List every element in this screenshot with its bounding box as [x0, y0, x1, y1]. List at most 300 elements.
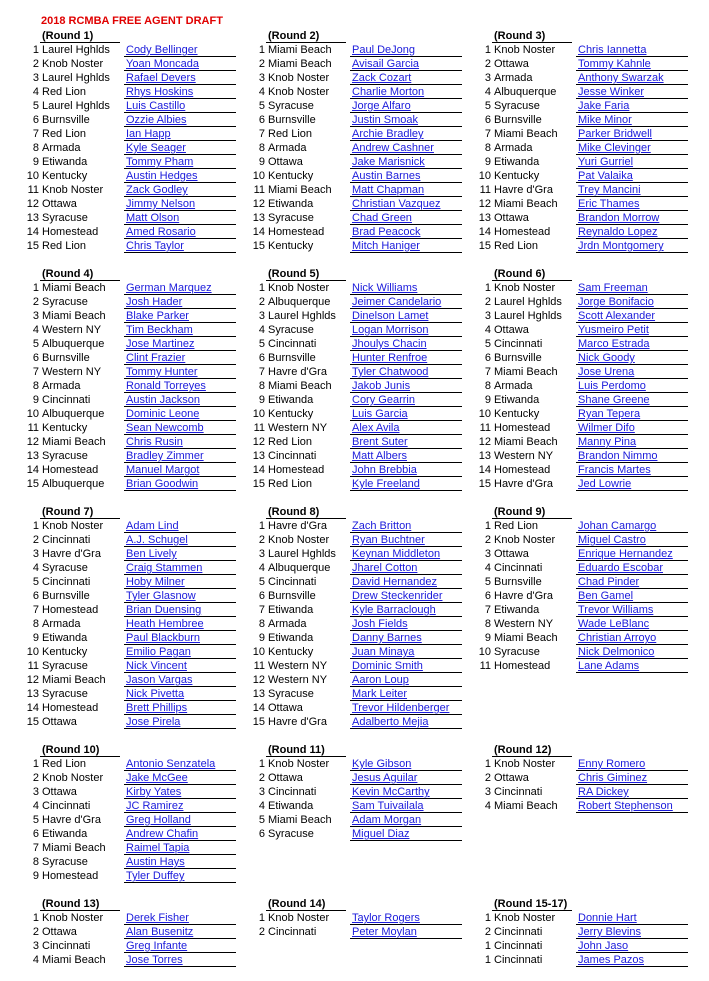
player-link[interactable]: Chris Iannetta — [578, 44, 647, 56]
player-link[interactable]: John Jaso — [578, 940, 629, 952]
pick-number: 10 — [478, 408, 491, 420]
player-link[interactable]: Jason Vargas — [126, 674, 193, 686]
pick-number: 6 — [258, 352, 265, 364]
pick-row — [252, 519, 482, 533]
pick-number: 4 — [484, 562, 491, 574]
pick-number: 5 — [258, 100, 265, 112]
player-link[interactable]: Miguel Castro — [578, 534, 646, 546]
pick-number: 4 — [484, 324, 491, 336]
pick-number: 2 — [484, 772, 491, 784]
pick-number: 1 — [258, 912, 265, 924]
player-link[interactable]: Mark Leiter — [352, 688, 408, 700]
player-link[interactable]: Jose Urena — [578, 366, 635, 378]
player-link[interactable]: Austin Barnes — [352, 170, 421, 182]
player-link[interactable]: Jose Pirela — [126, 716, 181, 728]
player-link[interactable]: Adam Morgan — [352, 814, 422, 826]
pick-row — [252, 169, 482, 183]
player-link[interactable]: Zack Cozart — [352, 72, 412, 84]
player-link[interactable]: Jhoulys Chacin — [352, 338, 427, 350]
round-block — [26, 897, 256, 967]
player-underline — [576, 966, 688, 967]
player-link[interactable]: Sam Freeman — [578, 282, 648, 294]
pick-row — [26, 99, 256, 113]
team-name: Red Lion — [42, 758, 87, 770]
player-link[interactable]: Sean Newcomb — [126, 422, 204, 434]
player-link[interactable]: Greg Holland — [126, 814, 191, 826]
player-link[interactable]: Mike Clevinger — [578, 142, 651, 154]
team-name: Knob Noster — [494, 282, 556, 294]
team-name: Syracuse — [42, 856, 88, 868]
pick-row — [478, 799, 708, 813]
pick-number: 12 — [252, 436, 265, 448]
player-link[interactable]: Alex Avila — [352, 422, 400, 434]
pick-number: 14 — [26, 226, 39, 238]
team-name: Knob Noster — [42, 912, 104, 924]
player-link[interactable]: Donnie Hart — [578, 912, 637, 924]
player-link[interactable]: Kyle Barraclough — [352, 604, 436, 616]
team-name: Havre d'Gra — [268, 520, 327, 532]
player-link[interactable]: Jorge Bonifacio — [578, 296, 654, 308]
player-link[interactable]: Blake Parker — [126, 310, 189, 322]
player-link[interactable]: Cory Gearrin — [352, 394, 415, 406]
player-link[interactable]: Ryan Tepera — [578, 408, 641, 420]
player-link[interactable]: James Pazos — [578, 954, 645, 966]
player-link[interactable]: Drew Steckenrider — [352, 590, 443, 602]
player-link[interactable]: Josh Fields — [352, 618, 408, 630]
player-link[interactable]: Shane Greene — [578, 394, 650, 406]
pick-number: 2 — [32, 926, 39, 938]
player-link[interactable]: Chris Rusin — [126, 436, 183, 448]
pick-row — [478, 197, 708, 211]
pick-number: 7 — [32, 604, 39, 616]
player-link[interactable]: Paul DeJong — [352, 44, 415, 56]
player-link[interactable]: A.J. Schugel — [126, 534, 188, 546]
player-link[interactable]: Adam Lind — [126, 520, 179, 532]
team-name: Western NY — [42, 324, 102, 336]
team-name: Burnsville — [268, 352, 316, 364]
player-link[interactable]: Tyler Chatwood — [352, 366, 429, 378]
pick-row — [252, 365, 482, 379]
pick-row — [252, 435, 482, 449]
team-name: Miami Beach — [268, 814, 332, 826]
team-name: Homestead — [494, 660, 551, 672]
pick-number: 3 — [32, 310, 39, 322]
pick-number: 6 — [32, 352, 39, 364]
player-link[interactable]: Enrique Hernandez — [578, 548, 673, 560]
team-name: Kentucky — [494, 170, 540, 182]
pick-number: 8 — [258, 618, 265, 630]
pick-row — [252, 71, 482, 85]
player-link[interactable]: Clint Frazier — [126, 352, 186, 364]
player-link[interactable]: Eduardo Escobar — [578, 562, 663, 574]
player-link[interactable]: Jorge Alfaro — [352, 100, 411, 112]
pick-number: 14 — [252, 702, 265, 714]
pick-row — [252, 85, 482, 99]
player-link[interactable]: Craig Stammen — [126, 562, 203, 574]
pick-number: 12 — [252, 674, 265, 686]
player-link[interactable]: Tyler Glasnow — [126, 590, 196, 602]
player-link[interactable]: Trevor Williams — [578, 604, 654, 616]
round-block — [252, 743, 482, 841]
pick-number: 1 — [484, 282, 491, 294]
player-link[interactable]: Jeimer Candelario — [352, 296, 442, 308]
player-link[interactable]: Bradley Zimmer — [126, 450, 204, 462]
team-name: Miami Beach — [42, 674, 106, 686]
player-link[interactable]: Heath Hembree — [126, 618, 204, 630]
pick-row — [26, 183, 256, 197]
pick-row — [252, 197, 482, 211]
pick-row — [252, 127, 482, 141]
pick-number: 1 — [258, 282, 265, 294]
player-link[interactable]: Enny Romero — [578, 758, 646, 770]
pick-number: 8 — [32, 618, 39, 630]
player-link[interactable]: Adalberto Mejia — [352, 716, 429, 728]
pick-number: 1 — [258, 520, 265, 532]
team-name: Ottawa — [268, 772, 303, 784]
player-link[interactable]: John Brebbia — [352, 464, 417, 476]
player-link[interactable]: Anthony Swarzak — [578, 72, 664, 84]
player-link[interactable]: Matt Chapman — [352, 184, 425, 196]
player-link[interactable]: Tommy Hunter — [126, 366, 198, 378]
pick-number: 8 — [484, 380, 491, 392]
team-name: Laurel Hghlds — [494, 310, 562, 322]
player-link[interactable]: Chad Green — [352, 212, 412, 224]
player-link[interactable]: Tim Beckham — [126, 324, 193, 336]
player-link[interactable]: Kyle Gibson — [352, 758, 412, 770]
team-name: Ottawa — [494, 772, 529, 784]
team-name: Armada — [494, 72, 533, 84]
player-link[interactable]: Raimel Tapia — [126, 842, 190, 854]
player-link[interactable]: Keynan Middleton — [352, 548, 441, 560]
team-name: Kentucky — [494, 408, 540, 420]
player-link[interactable]: Jerry Blevins — [578, 926, 641, 938]
player-link[interactable]: Charlie Morton — [352, 86, 425, 98]
player-link[interactable]: Rafael Devers — [126, 72, 196, 84]
pick-row — [252, 561, 482, 575]
pick-number: 2 — [32, 58, 39, 70]
player-link[interactable]: Brian Duensing — [126, 604, 202, 616]
player-link[interactable]: Jake Faria — [578, 100, 630, 112]
player-link[interactable]: Reynaldo Lopez — [578, 226, 658, 238]
pick-number: 2 — [32, 296, 39, 308]
player-link[interactable]: Brandon Morrow — [578, 212, 660, 224]
pick-row — [252, 785, 482, 799]
player-link[interactable]: Christian Arroyo — [578, 632, 657, 644]
player-link[interactable]: Aaron Loup — [352, 674, 409, 686]
player-link[interactable]: Francis Martes — [578, 464, 651, 476]
player-link[interactable]: Jharel Cotton — [352, 562, 418, 574]
pick-number: 3 — [258, 786, 265, 798]
team-name: Homestead — [268, 226, 325, 238]
pick-number: 13 — [478, 212, 491, 224]
player-link[interactable]: Ryan Buchtner — [352, 534, 425, 546]
player-link[interactable]: Brett Phillips — [126, 702, 188, 714]
pick-number: 15 — [478, 240, 491, 252]
player-link[interactable]: Austin Jackson — [126, 394, 200, 406]
player-link[interactable]: Nick Vincent — [126, 660, 187, 672]
player-link[interactable]: Alan Busenitz — [126, 926, 194, 938]
team-name: Ottawa — [494, 58, 529, 70]
player-link[interactable]: Wilmer Difo — [578, 422, 635, 434]
player-link[interactable]: Andrew Chafin — [126, 828, 199, 840]
player-link[interactable]: Taylor Rogers — [352, 912, 420, 924]
player-link[interactable]: Paul Blackburn — [126, 632, 200, 644]
pick-number: 7 — [32, 842, 39, 854]
team-name: Western NY — [42, 366, 102, 378]
pick-row — [26, 785, 256, 799]
player-link[interactable]: Nick Pivetta — [126, 688, 185, 700]
player-link[interactable]: Rhys Hoskins — [126, 86, 194, 98]
pick-number: 15 — [478, 478, 491, 490]
player-link[interactable]: Jimmy Nelson — [126, 198, 196, 210]
pick-row — [252, 589, 482, 603]
player-link[interactable]: Matt Olson — [126, 212, 180, 224]
player-link[interactable]: Luis Castillo — [126, 100, 186, 112]
player-link[interactable]: Brad Peacock — [352, 226, 421, 238]
player-link[interactable]: Zach Britton — [352, 520, 412, 532]
pick-number: 2 — [258, 534, 265, 546]
player-link[interactable]: Brian Goodwin — [126, 478, 199, 490]
pick-number: 2 — [258, 926, 265, 938]
player-link[interactable]: Logan Morrison — [352, 324, 429, 336]
player-link[interactable]: Peter Moylan — [352, 926, 417, 938]
pick-number: 12 — [26, 436, 39, 448]
pick-number: 14 — [26, 464, 39, 476]
pick-row — [478, 757, 708, 771]
player-link[interactable]: Mitch Haniger — [352, 240, 420, 252]
player-link[interactable]: Trevor Hildenberger — [352, 702, 450, 714]
pick-number: 13 — [26, 450, 39, 462]
pick-number: 14 — [478, 464, 491, 476]
player-link[interactable]: Ian Happ — [126, 128, 171, 140]
player-link[interactable]: Antonio Senzatela — [126, 758, 216, 770]
player-link[interactable]: Jesus Aguilar — [352, 772, 418, 784]
player-link[interactable]: Mike Minor — [578, 114, 632, 126]
player-link[interactable]: Tommy Kahnle — [578, 58, 651, 70]
pick-number: 1 — [258, 44, 265, 56]
player-link[interactable]: Austin Hays — [126, 856, 185, 868]
player-link[interactable]: Manny Pina — [578, 436, 637, 448]
team-name: Syracuse — [268, 212, 314, 224]
pick-number: 15 — [26, 716, 39, 728]
player-link[interactable]: Parker Bridwell — [578, 128, 652, 140]
player-link[interactable]: Ben Gamel — [578, 590, 634, 602]
team-name: Burnsville — [42, 590, 90, 602]
team-name: Miami Beach — [268, 380, 332, 392]
player-link[interactable]: Kirby Yates — [126, 786, 182, 798]
pick-row — [252, 771, 482, 785]
player-link[interactable]: Jose Martinez — [126, 338, 195, 350]
player-link[interactable]: Justin Smoak — [352, 114, 419, 126]
team-name: Homestead — [42, 226, 99, 238]
player-link[interactable]: Jose Torres — [126, 954, 183, 966]
player-link[interactable]: Brent Suter — [352, 436, 408, 448]
pick-number: 5 — [32, 338, 39, 350]
pick-row — [252, 337, 482, 351]
player-link[interactable]: Chris Taylor — [126, 240, 184, 252]
player-link[interactable]: Jake Marisnick — [352, 156, 425, 168]
player-link[interactable]: Luis Perdomo — [578, 380, 646, 392]
player-link[interactable]: Greg Infante — [126, 940, 188, 952]
player-link[interactable]: Trey Mancini — [578, 184, 641, 196]
player-link[interactable]: Archie Bradley — [352, 128, 424, 140]
pick-number: 10 — [252, 408, 265, 420]
team-name: Knob Noster — [268, 72, 330, 84]
team-name: Syracuse — [42, 688, 88, 700]
player-link[interactable]: Hunter Renfroe — [352, 352, 428, 364]
player-link[interactable]: Johan Camargo — [578, 520, 657, 532]
team-name: Ottawa — [42, 716, 77, 728]
player-link[interactable]: Brandon Nimmo — [578, 450, 658, 462]
round-heading: (Round 2) — [252, 29, 482, 43]
player-link[interactable]: Tommy Pham — [126, 156, 194, 168]
pick-row — [26, 113, 256, 127]
pick-number: 3 — [32, 940, 39, 952]
team-name: Havre d'Gra — [42, 548, 101, 560]
pick-number: 2 — [258, 296, 265, 308]
team-name: Cincinnati — [42, 800, 91, 812]
pick-number: 11 — [253, 660, 265, 672]
player-link[interactable]: Matt Albers — [352, 450, 408, 462]
player-link[interactable]: Dominic Smith — [352, 660, 423, 672]
pick-row — [26, 519, 256, 533]
pick-row — [478, 351, 708, 365]
team-name: Red Lion — [268, 478, 313, 490]
player-link[interactable]: Robert Stephenson — [578, 800, 673, 812]
player-link[interactable]: Scott Alexander — [578, 310, 656, 322]
player-link[interactable]: Ozzie Albies — [126, 114, 187, 126]
player-underline — [576, 490, 688, 491]
team-name: Homestead — [494, 464, 551, 476]
player-link[interactable]: Dominic Leone — [126, 408, 200, 420]
player-link[interactable]: Juan Minaya — [352, 646, 415, 658]
team-name: Ottawa — [42, 198, 77, 210]
team-name: Knob Noster — [268, 912, 330, 924]
player-link[interactable]: Josh Hader — [126, 296, 183, 308]
player-link[interactable]: Nick Goody — [578, 352, 635, 364]
pick-row — [252, 393, 482, 407]
player-link[interactable]: Luis Garcia — [352, 408, 408, 420]
round-block — [478, 897, 708, 967]
pick-row — [26, 337, 256, 351]
player-link[interactable]: Jesse Winker — [578, 86, 645, 98]
player-link[interactable]: Derek Fisher — [126, 912, 189, 924]
player-link[interactable]: Amed Rosario — [126, 226, 196, 238]
pick-row — [26, 309, 256, 323]
pick-number: 2 — [484, 296, 491, 308]
pick-number: 2 — [258, 58, 265, 70]
player-link[interactable]: Jrdn Montgomery — [578, 240, 664, 252]
team-name: Armada — [494, 380, 533, 392]
pick-number: 6 — [484, 114, 491, 126]
pick-number: 4 — [258, 800, 265, 812]
pick-number: 11 — [27, 660, 39, 672]
team-name: Ottawa — [494, 212, 529, 224]
player-link[interactable]: Ronald Torreyes — [126, 380, 206, 392]
player-link[interactable]: Lane Adams — [578, 660, 640, 672]
player-link[interactable]: Austin Hedges — [126, 170, 198, 182]
player-link[interactable]: Danny Barnes — [352, 632, 422, 644]
player-link[interactable]: Jake McGee — [126, 772, 188, 784]
team-name: Albuquerque — [42, 408, 105, 420]
pick-row — [252, 547, 482, 561]
player-link[interactable]: Yuri Gurriel — [578, 156, 634, 168]
player-link[interactable]: Avisail Garcia — [352, 58, 420, 70]
team-name: Miami Beach — [42, 842, 106, 854]
pick-number: 4 — [32, 86, 39, 98]
pick-number: 11 — [253, 422, 265, 434]
pick-number: 6 — [32, 828, 39, 840]
team-name: Etiwanda — [268, 198, 314, 210]
player-link[interactable]: Jakob Junis — [352, 380, 411, 392]
player-link[interactable]: RA Dickey — [578, 786, 629, 798]
player-link[interactable]: David Hernandez — [352, 576, 437, 588]
pick-row — [478, 939, 708, 953]
round-heading: (Round 13) — [26, 897, 256, 911]
player-link[interactable]: Yoan Moncada — [126, 58, 199, 70]
player-link[interactable]: German Marquez — [126, 282, 212, 294]
player-link[interactable]: Eric Thames — [578, 198, 640, 210]
player-link[interactable]: Yusmeiro Petit — [578, 324, 649, 336]
pick-number: 8 — [484, 618, 491, 630]
player-link[interactable]: Hoby Milner — [126, 576, 185, 588]
player-link[interactable]: Chris Giminez — [578, 772, 648, 784]
pick-row — [252, 645, 482, 659]
player-link[interactable]: Jed Lowrie — [578, 478, 632, 490]
player-link[interactable]: Zack Godley — [126, 184, 188, 196]
pick-row — [478, 407, 708, 421]
player-link[interactable]: Pat Valaika — [578, 170, 633, 182]
pick-number: 4 — [32, 562, 39, 574]
player-link[interactable]: Emilio Pagan — [126, 646, 191, 658]
pick-row — [478, 603, 708, 617]
team-name: Syracuse — [494, 100, 540, 112]
team-name: Albuquerque — [42, 478, 105, 490]
pick-row — [478, 239, 708, 253]
player-link[interactable]: Dinelson Lamet — [352, 310, 429, 322]
pick-row — [26, 43, 256, 57]
player-link[interactable]: Kevin McCarthy — [352, 786, 430, 798]
pick-row — [26, 841, 256, 855]
pick-row — [26, 911, 256, 925]
player-link[interactable]: Kyle Seager — [126, 142, 186, 154]
team-name: Homestead — [494, 422, 551, 434]
pick-number: 10 — [26, 646, 39, 658]
player-link[interactable]: Miguel Diaz — [352, 828, 410, 840]
player-link[interactable]: Kyle Freeland — [352, 478, 420, 490]
player-link[interactable]: JC Ramirez — [126, 800, 184, 812]
player-link[interactable]: Tyler Duffey — [126, 870, 185, 882]
player-link[interactable]: Chad Pinder — [578, 576, 640, 588]
player-link[interactable]: Ben Lively — [126, 548, 177, 560]
player-link[interactable]: Marco Estrada — [578, 338, 650, 350]
player-link[interactable]: Christian Vazquez — [352, 198, 441, 210]
player-link[interactable]: Wade LeBlanc — [578, 618, 650, 630]
player-link[interactable]: Cody Bellinger — [126, 44, 198, 56]
player-link[interactable]: Nick Delmonico — [578, 646, 655, 658]
team-name: Kentucky — [268, 170, 314, 182]
player-link[interactable]: Andrew Cashner — [352, 142, 434, 154]
pick-row — [26, 365, 256, 379]
team-name: Syracuse — [494, 646, 540, 658]
pick-row — [478, 953, 708, 967]
player-link[interactable]: Sam Tuivailala — [352, 800, 424, 812]
player-link[interactable]: Nick Williams — [352, 282, 418, 294]
pick-row — [478, 183, 708, 197]
pick-row — [252, 687, 482, 701]
team-name: Miami Beach — [268, 44, 332, 56]
player-link[interactable]: Manuel Margot — [126, 464, 200, 476]
